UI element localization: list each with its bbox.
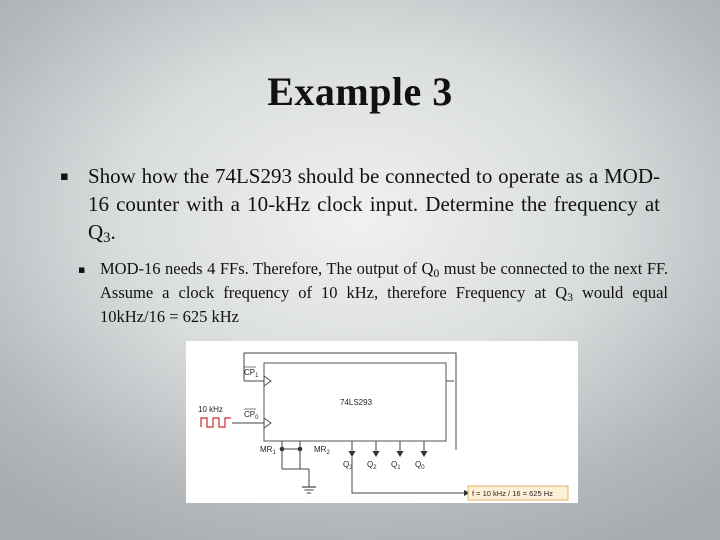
bullet-main-text: [88, 162, 660, 246]
q3-label: $Q_3$: [343, 460, 353, 471]
slide-title: Example 3: [267, 69, 453, 114]
bullet-marker-icon: ▪: [78, 263, 86, 276]
bullet-marker-icon: ▪: [60, 169, 69, 184]
q0-label: $Q_0$: [415, 460, 425, 471]
bullet-sub: [78, 257, 668, 329]
mr1-label: $MR_1$: [260, 445, 276, 456]
q2-label: $Q_2$: [367, 460, 377, 471]
cp0-label: $CP_0$: [244, 410, 259, 421]
cp1-label: $CP_1$: [244, 368, 259, 379]
clock-label: 10 kHz: [198, 405, 223, 414]
bullet-sub-part1: MOD-16 needs 4 FFs. Therefore, The output of Q: [100, 259, 434, 278]
circuit-svg: [186, 341, 578, 503]
counter-circuit-diagram: [186, 341, 578, 503]
result-label: f = 10 kHz / 16 = 625 Hz: [472, 489, 553, 498]
bullet-sub-part3: would equal 10kHz/16 = 625 kHz: [100, 283, 668, 326]
clock-wave-icon: [201, 418, 231, 427]
bullet-main-sub: 3: [103, 230, 111, 246]
bullet-sub-sub1: 0: [433, 268, 440, 280]
chip-label: 74LS293: [340, 398, 373, 407]
bullet-main: [60, 162, 660, 246]
q1-label: $Q_1$: [391, 460, 401, 471]
bullet-main-tail: .: [110, 220, 116, 244]
bullet-sub-text: [100, 257, 668, 329]
bullet-main-body: Show how the 74LS293 should be connected to operate as a MOD-16 counter with a 10-kHz clock input. Determine the frequency at Q: [88, 164, 660, 244]
mr2-label: $MR_2$: [314, 445, 330, 456]
bullet-sub-part2: must be connected to the next FF. Assume a clock frequency of 10 kHz, therefore Frequency at Q: [100, 259, 668, 302]
q-outputs: [349, 441, 428, 457]
bullet-sub-sub2: 3: [567, 292, 573, 304]
